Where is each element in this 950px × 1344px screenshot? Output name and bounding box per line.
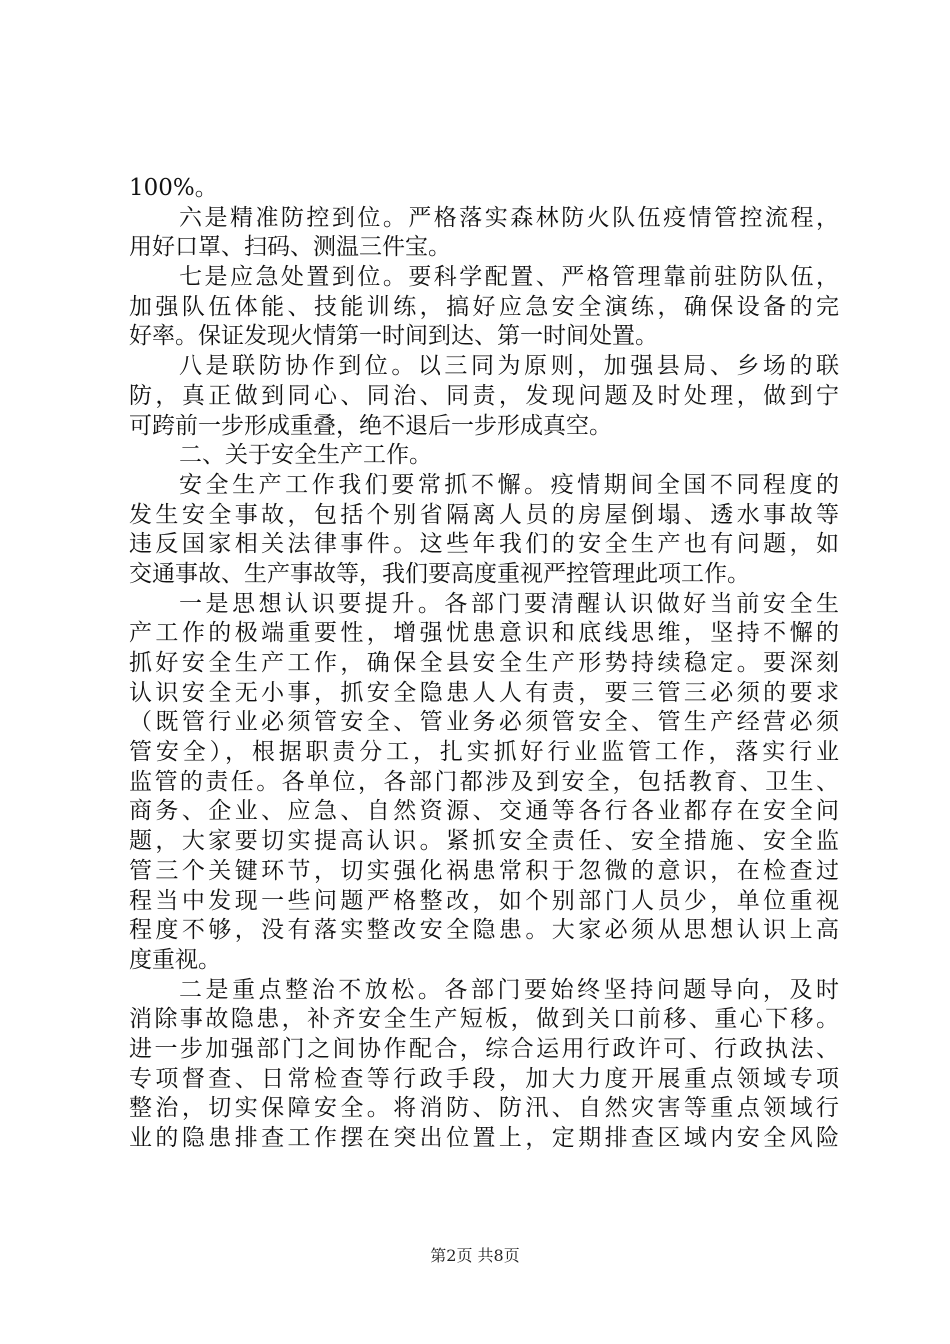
document-body [129, 174, 839, 1154]
text-line: 消除事故隐患，补齐安全生产短板，做到关口前移、重心下移。 [129, 1006, 839, 1033]
text-line: 违反国家相关法律事件。这些年我们的安全生产也有问题，如 [129, 531, 839, 558]
text-line: 监管的责任。各单位，各部门都涉及到安全，包括教育、卫生、 [129, 768, 839, 795]
text-line: 加强队伍体能、技能训练，搞好应急安全演练，确保设备的完 [129, 293, 839, 320]
text-line: 进一步加强部门之间协作配合，综合运用行政许可、行政执法、 [129, 1035, 839, 1062]
text-line: 商务、企业、应急、自然资源、交通等各行各业都存在安全问 [129, 798, 839, 825]
text-line: 管三个关键环节，切实强化祸患常积于忽微的意识，在检查过 [129, 857, 839, 884]
paragraph-start-line: 二是重点整治不放松。各部门要始终坚持问题导向，及时 [179, 976, 839, 1003]
text-line: 用好口罩、扫码、测温三件宝。 [129, 234, 451, 261]
text-line: 100%。 [129, 175, 218, 201]
text-line: 程度不够，没有落实整改安全隐患。大家必须从思想认识上高 [129, 917, 839, 944]
paragraph-start-line: 安全生产工作我们要常抓不懈。疫情期间全国不同程度的 [179, 471, 839, 498]
text-line: 产工作的极端重要性，增强忧患意识和底线思维，坚持不懈的 [129, 620, 839, 647]
text-line: 防，真正做到同心、同治、同责，发现问题及时处理，做到宁 [129, 382, 839, 409]
paragraph-start-line: 八是联防协作到位。以三同为原则，加强县局、乡场的联 [179, 353, 839, 380]
paragraph-start-line: 七是应急处置到位。要科学配置、严格管理靠前驻防队伍， [179, 264, 839, 291]
paragraph-start-line: 六是精准防控到位。严格落实森林防火队伍疫情管控流程， [179, 204, 839, 231]
text-line: 管安全），根据职责分工，扎实抓好行业监管工作，落实行业 [129, 739, 839, 766]
text-line: 好率。保证发现火情第一时间到达、第一时间处置。 [129, 323, 658, 350]
paragraph-start-line: 一是思想认识要提升。各部门要清醒认识做好当前安全生 [179, 590, 839, 617]
text-line: 题，大家要切实提高认识。紧抓安全责任、安全措施、安全监 [129, 828, 839, 855]
text-line: 认识安全无小事，抓安全隐患人人有责，要三管三必须的要求 [129, 679, 839, 706]
page-number-footer: 第2页 共8页 [430, 1246, 520, 1265]
text-line: 交通事故、生产事故等，我们要高度重视严控管理此项工作。 [129, 560, 750, 587]
text-line: 度重视。 [129, 946, 221, 973]
text-line: 可跨前一步形成重叠，绝不退后一步形成真空。 [129, 412, 612, 439]
text-line: 抓好安全生产工作，确保全县安全生产形势持续稳定。要深刻 [129, 650, 839, 676]
text-line: 程当中发现一些问题严格整改，如个别部门人员少，单位重视 [129, 887, 839, 914]
text-line: （既管行业必须管安全、管业务必须管安全、管生产经营必须 [129, 709, 839, 736]
text-line: 专项督查、日常检查等行政手段，加大力度开展重点领域专项 [129, 1065, 839, 1092]
text-line: 业的隐患排查工作摆在突出位置上，定期排查区域内安全风险 [129, 1125, 839, 1151]
text-line: 整治，切实保障安全。将消防、防汛、自然灾害等重点领域行 [129, 1095, 839, 1122]
text-line: 发生安全事故，包括个别省隔离人员的房屋倒塌、透水事故等 [129, 501, 839, 528]
section-heading: 二、关于安全生产工作。 [179, 442, 432, 469]
